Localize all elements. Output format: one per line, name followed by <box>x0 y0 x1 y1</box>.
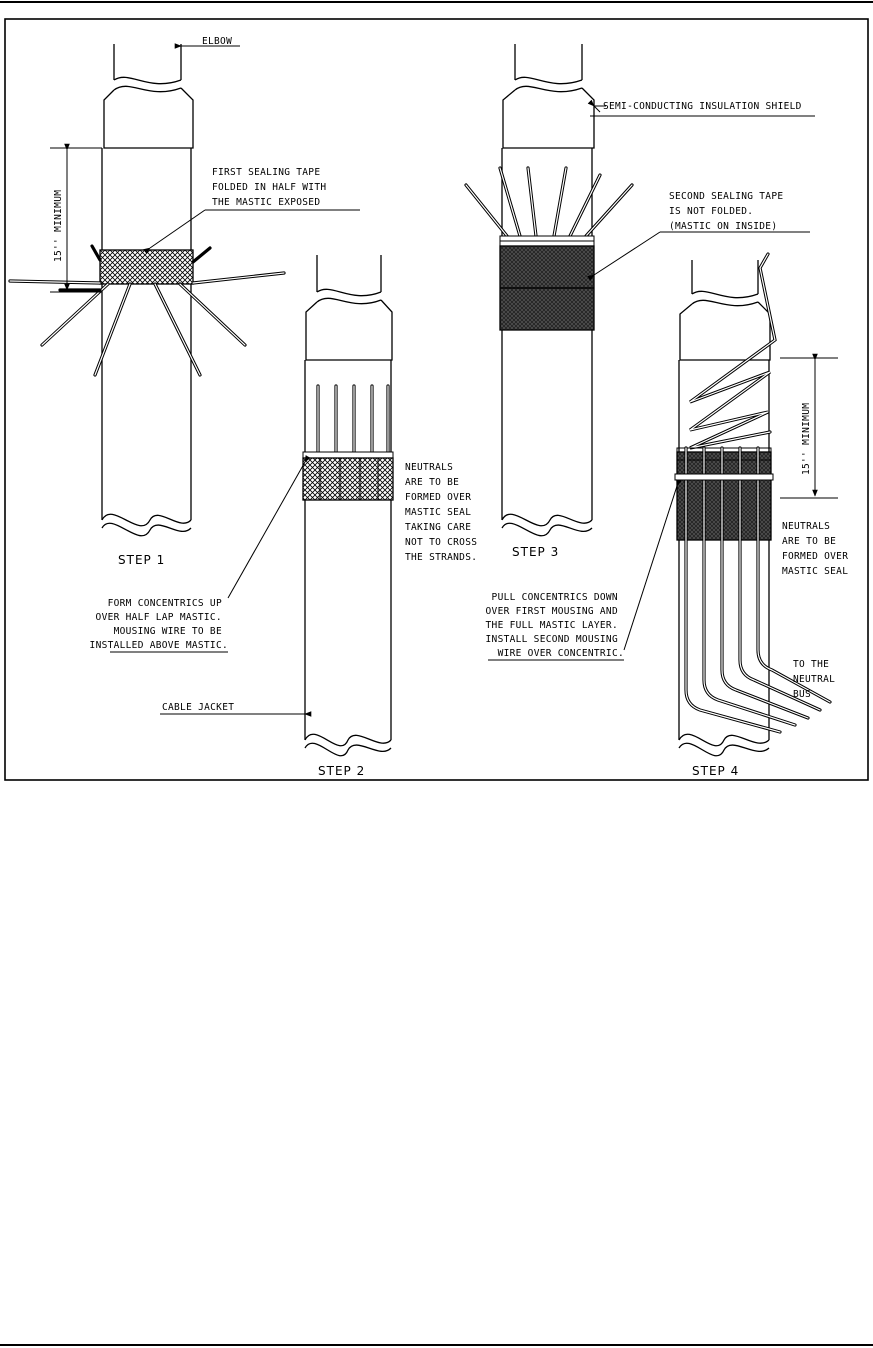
label-neutrals-step2: NEUTRALS ARE TO BE FORMED OVER MASTIC SEAL TAKING CARE NOT TO CROSS THE STRANDS. <box>405 462 478 563</box>
label-cable-jacket: CABLE JACKET <box>162 702 235 713</box>
step1-caption: STEP 1 <box>118 553 166 567</box>
figure-frame <box>5 19 868 780</box>
label-semi-conducting: SEMI-CONDUCTING INSULATION SHIELD <box>603 101 802 112</box>
step3-caption: STEP 3 <box>512 545 560 559</box>
label-elbow: ELBOW <box>202 36 233 47</box>
label-neutrals-step4: NEUTRALS ARE TO BE FORMED OVER MASTIC SEAL <box>782 521 849 577</box>
step2-drawing <box>160 255 393 756</box>
label-min-step1: 15'' MINIMUM <box>53 189 64 262</box>
label-form-concentrics: FORM CONCENTRICS UP OVER HALF LAP MASTIC. MOUSING WIRE TO BE INSTALLED ABOVE MASTIC. <box>89 598 228 651</box>
bottom-rule <box>0 1344 873 1346</box>
label-first-tape: FIRST SEALING TAPE FOLDED IN HALF WITH THE MASTIC EXPOSED <box>212 167 327 208</box>
label-neutral-bus: TO THE NEUTRAL BUS <box>793 659 836 700</box>
label-min-step4: 15'' MINIMUM <box>801 402 812 475</box>
step2-caption: STEP 2 <box>318 764 366 778</box>
step4-caption: STEP 4 <box>692 764 740 778</box>
label-second-tape: SECOND SEALING TAPE IS NOT FOLDED. (MASTIC ON INSIDE) <box>669 191 784 232</box>
label-pull-concentrics: PULL CONCENTRICS DOWN OVER FIRST MOUSING AND THE FULL MASTIC LAYER. INSTALL SECOND MOUSING WIRE OVER CONCENTRIC. <box>485 592 624 659</box>
